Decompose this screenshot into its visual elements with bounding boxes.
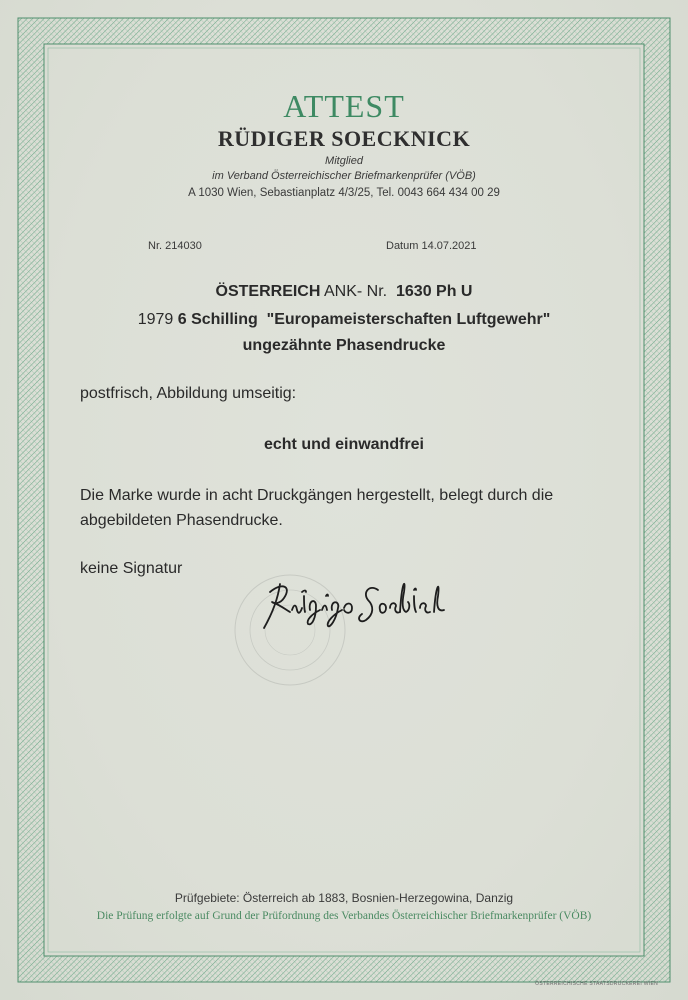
subject-line-2 [0,311,688,329]
note-line-2: abgebildeten Phasendrucke. [80,512,283,529]
denomination: 6 Schilling [177,311,258,328]
variant-line: ungezähnte Phasendrucke [242,337,446,354]
certificate-number: Nr. 214030 [148,240,202,252]
catalog-label: ANK- Nr. [323,283,388,300]
printer-imprint: ÖSTERREICHISCHE STAATSDRUCKEREI WIEN [535,981,658,987]
condition-line: postfrisch, Abbildung umseitig: [80,385,297,402]
examiner-name: RÜDIGER SOECKNICK [217,126,471,151]
association-line: im Verband Österreichischer Briefmarkenprüfer (VÖB) [212,170,476,182]
handwritten-signature [250,570,480,640]
stamp-title: "Europameisterschaften Luftgewehr" [266,311,551,328]
country: ÖSTERREICH [215,283,321,300]
testing-regulation: Die Prüfung erfolgte auf Grund der Prüfordnung des Verbandes Österreichischer Briefmarkenprüfer (VÖB) [96,910,592,922]
note-line-1: Die Marke wurde in acht Druckgängen hergestellt, belegt durch die [80,487,554,504]
certificate-date: Datum 14.07.2021 [386,240,477,252]
certificate-title: ATTEST [283,88,405,124]
subject-line-1 [0,283,688,301]
issue-year: 1979 [137,311,174,328]
testing-areas: Prüfgebiete: Österreich ab 1883, Bosnien-Herzegowina, Danzig [174,891,514,905]
verdict-line: echt und einwandfrei [263,436,424,453]
address-line: A 1030 Wien, Sebastianplatz 4/3/25, Tel. 0043 664 434 00 29 [188,187,500,199]
catalog-number: 1630 Ph U [396,283,473,300]
member-label: Mitglied [325,155,363,167]
signature-note: keine Signatur [80,560,183,577]
